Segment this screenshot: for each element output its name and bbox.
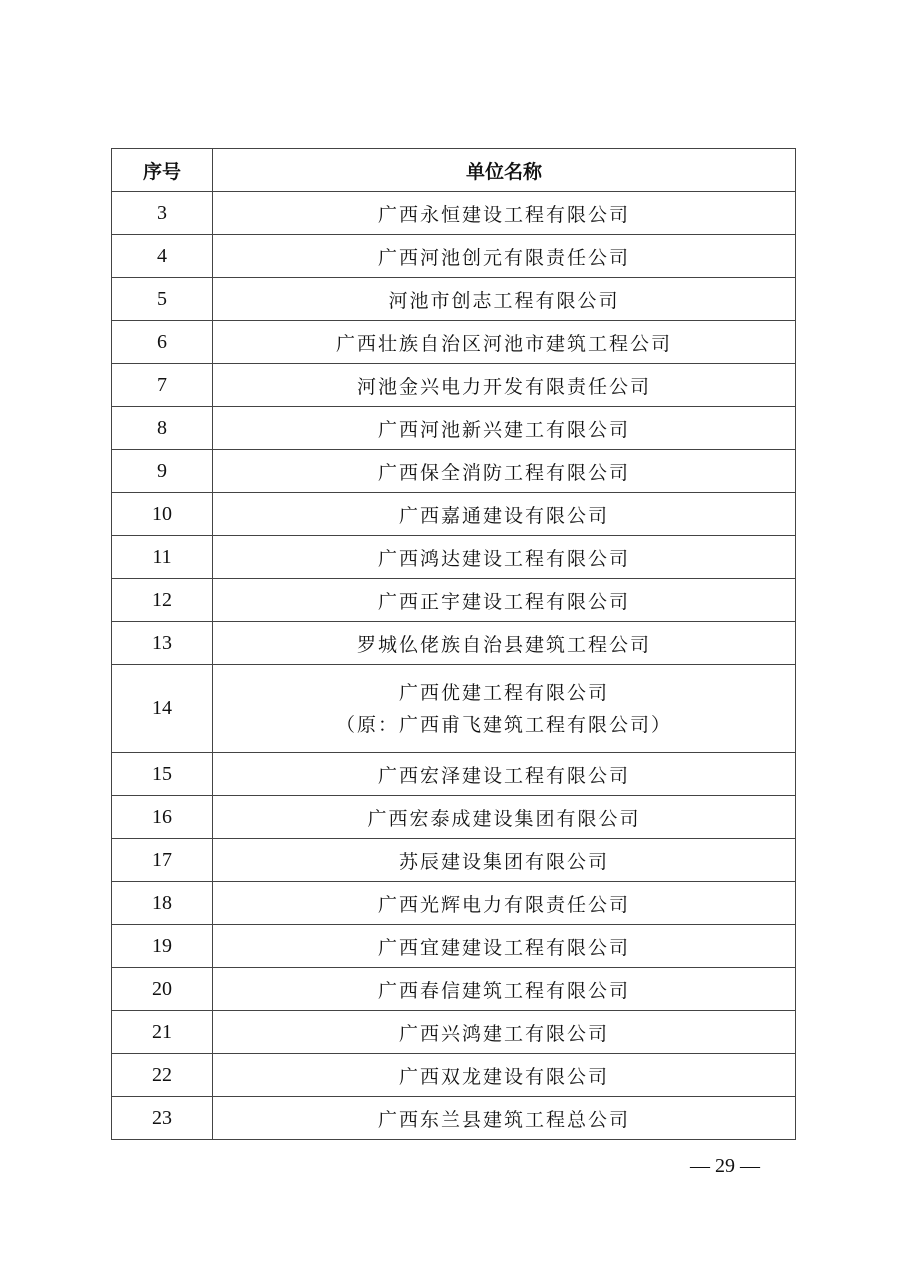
row-company-name: 罗城仫佬族自治县建筑工程公司 bbox=[213, 622, 796, 665]
row-company-name: 广西宜建建设工程有限公司 bbox=[213, 925, 796, 968]
row-index: 7 bbox=[112, 364, 213, 407]
row-company-name: 广西河池创元有限责任公司 bbox=[213, 235, 796, 278]
row-company-name: 河池市创志工程有限公司 bbox=[213, 278, 796, 321]
row-company-name: 广西春信建筑工程有限公司 bbox=[213, 968, 796, 1011]
row-company-name: 广西兴鸿建工有限公司 bbox=[213, 1011, 796, 1054]
row-index: 9 bbox=[112, 450, 213, 493]
row-index: 4 bbox=[112, 235, 213, 278]
row-index: 5 bbox=[112, 278, 213, 321]
table-row bbox=[112, 450, 796, 493]
row-company-name: 广西正宇建设工程有限公司 bbox=[213, 579, 796, 622]
header-name: 单位名称 bbox=[213, 149, 796, 192]
table-row bbox=[112, 925, 796, 968]
table-row bbox=[112, 796, 796, 839]
row-index: 16 bbox=[112, 796, 213, 839]
table-row bbox=[112, 1054, 796, 1097]
row-index: 10 bbox=[112, 493, 213, 536]
row-index: 11 bbox=[112, 536, 213, 579]
row-company-name: 广西宏泰成建设集团有限公司 bbox=[213, 796, 796, 839]
table-row bbox=[112, 364, 796, 407]
row-index: 3 bbox=[112, 192, 213, 235]
row-index: 23 bbox=[112, 1097, 213, 1140]
table-row bbox=[112, 192, 796, 235]
row-company-former-name: （原：广西甫飞建筑工程有限公司） bbox=[335, 713, 672, 736]
table-row bbox=[112, 622, 796, 665]
table-header-row bbox=[112, 149, 796, 192]
table-row bbox=[112, 235, 796, 278]
table-row bbox=[112, 407, 796, 450]
table-row bbox=[112, 882, 796, 925]
table-row bbox=[112, 321, 796, 364]
table-row bbox=[112, 753, 796, 796]
table-row bbox=[112, 839, 796, 882]
company-table bbox=[111, 148, 796, 1140]
row-index: 12 bbox=[112, 579, 213, 622]
table-row bbox=[112, 278, 796, 321]
row-company-name: 广西鸿达建设工程有限公司 bbox=[213, 536, 796, 579]
row-index: 13 bbox=[112, 622, 213, 665]
page-number: — 29 — bbox=[690, 1155, 760, 1177]
row-company-name: 广西嘉通建设有限公司 bbox=[213, 493, 796, 536]
table-row bbox=[112, 579, 796, 622]
row-company-name: 广西优建工程有限公司 bbox=[398, 681, 609, 704]
row-company-name: 广西河池新兴建工有限公司 bbox=[213, 407, 796, 450]
row-index: 20 bbox=[112, 968, 213, 1011]
header-index: 序号 bbox=[112, 149, 213, 192]
row-company-name: 广西永恒建设工程有限公司 bbox=[213, 192, 796, 235]
table-row bbox=[112, 665, 796, 753]
row-index: 22 bbox=[112, 1054, 213, 1097]
row-company-name: 广西保全消防工程有限公司 bbox=[213, 450, 796, 493]
table-row bbox=[112, 1097, 796, 1140]
row-company-name: 广西宏泽建设工程有限公司 bbox=[213, 753, 796, 796]
row-company-name: 广西东兰县建筑工程总公司 bbox=[213, 1097, 796, 1140]
row-company-name: 广西光辉电力有限责任公司 bbox=[213, 882, 796, 925]
row-index: 18 bbox=[112, 882, 213, 925]
table-row bbox=[112, 536, 796, 579]
row-index: 21 bbox=[112, 1011, 213, 1054]
table-row bbox=[112, 968, 796, 1011]
table-row bbox=[112, 1011, 796, 1054]
row-company-name: 广西双龙建设有限公司 bbox=[213, 1054, 796, 1097]
row-index: 6 bbox=[112, 321, 213, 364]
row-index: 19 bbox=[112, 925, 213, 968]
row-index: 8 bbox=[112, 407, 213, 450]
row-company-name: 河池金兴电力开发有限责任公司 bbox=[213, 364, 796, 407]
row-index: 14 bbox=[112, 665, 213, 753]
row-index: 15 bbox=[112, 753, 213, 796]
row-index: 17 bbox=[112, 839, 213, 882]
row-company-name: 广西壮族自治区河池市建筑工程公司 bbox=[213, 321, 796, 364]
row-company-name-cell bbox=[213, 665, 796, 753]
table-row bbox=[112, 493, 796, 536]
row-company-name: 苏辰建设集团有限公司 bbox=[213, 839, 796, 882]
